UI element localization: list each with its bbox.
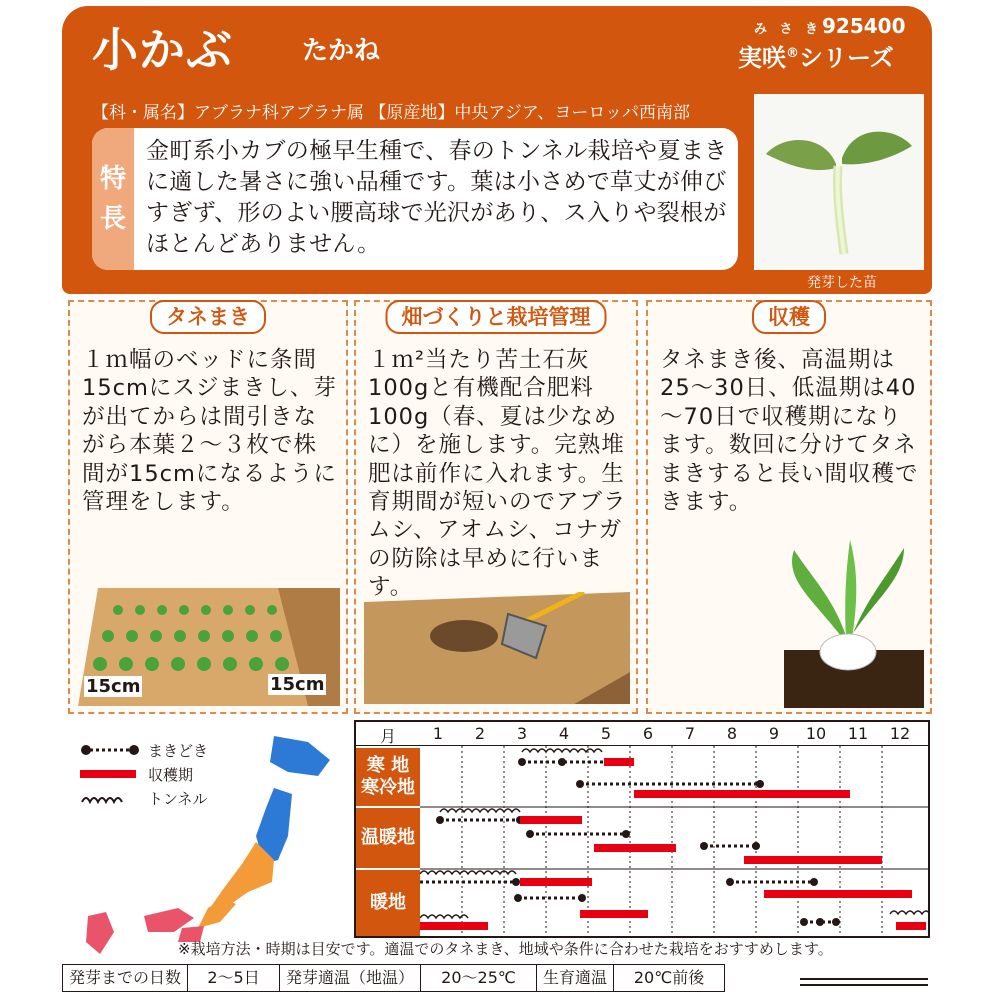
soil-hoe-illustration — [364, 592, 630, 704]
series-ruby: み さ き — [754, 22, 823, 37]
turnip-illustration — [774, 540, 924, 710]
seedling-icon — [754, 94, 924, 270]
series-suffix: シリーズ — [799, 44, 894, 72]
month-label: 月 — [379, 727, 396, 746]
germination-temp-value: 20～25℃ — [421, 965, 537, 991]
sowing-title: タネまき — [150, 300, 266, 334]
growth-temp-label: 生育適温 — [537, 965, 614, 991]
region-warm: 暖地 — [356, 870, 420, 936]
series-name-main: 実咲 — [738, 44, 786, 72]
series-code: 925400 — [822, 14, 906, 38]
month-3: 3 — [516, 724, 528, 743]
features-tag-1: 特 — [99, 164, 126, 194]
region-cold: 寒 地 寒冷地 — [356, 748, 420, 806]
legend-harvest-label: 収穫期 — [148, 765, 194, 784]
calendar-grid — [420, 746, 928, 938]
growth-temp-value: 20℃前後 — [633, 968, 705, 987]
month-7: 7 — [684, 724, 696, 743]
germination-days-value: 2～5日 — [188, 965, 280, 991]
row-spacing-label: 15cm — [86, 676, 141, 697]
header-band — [62, 6, 932, 294]
cultivation-text: １ｍ²当たり苦土石灰100gと有機配合肥料100g（春、夏は少なめに）を施します。完熟堆肥は前作に入れます。生育期間が短いのでアブラムシ、アオムシ、コナガの防除は早めに行います。 — [368, 347, 627, 601]
month-5: 5 — [600, 724, 612, 743]
month-11: 11 — [847, 724, 869, 743]
sowing-panel — [68, 300, 348, 714]
harvest-title: 収穫 — [752, 300, 826, 334]
month-1: 1 — [432, 724, 444, 743]
features-tag-2: 長 — [99, 204, 126, 234]
month-4: 4 — [558, 724, 570, 743]
legend-sowing-label: まきどき — [148, 741, 209, 760]
month-9: 9 — [768, 724, 780, 743]
month-8: 8 — [726, 724, 738, 743]
cultivation-title: 畑づくりと栽培管理 — [386, 300, 607, 334]
harvest-panel — [646, 300, 932, 714]
features-text: 金町系小カブの極早生種で、春のトンネル栽培や夏まきに適した暑さに強い品種です。葉は小さめで草丈が伸びすぎず、形のよい腰高球で光沢があり、ス入りや裂根がほとんどありません。 — [146, 138, 728, 257]
features-box — [92, 128, 738, 270]
japan-map-icon — [78, 732, 348, 958]
cultivation-note: ※栽培方法・時期は目安です。適温でのタネまき、地域や条件に合わせた栽培をおすすめします。 — [178, 940, 833, 958]
legend-tunnel-label: トンネル — [148, 789, 208, 808]
sprout-caption: 発芽した苗 — [807, 275, 877, 291]
field-illustration — [78, 588, 340, 706]
cultivation-calendar — [354, 720, 930, 938]
month-6: 6 — [642, 724, 654, 743]
rule-lines — [800, 978, 928, 986]
variety-name: たかね — [302, 36, 381, 66]
sprout-photo — [754, 94, 924, 270]
harvest-text: タネまき後、高温期は25～30日、低温期は40～70日で収穫期になります。数回に分けてタネまきすると長い間収穫できます。 — [660, 347, 919, 516]
germination-temp-label: 発芽適温（地温） — [280, 965, 421, 991]
month-12: 12 — [889, 724, 911, 743]
japan-map — [78, 732, 348, 958]
cultivation-panel — [354, 300, 638, 714]
germination-table — [62, 964, 725, 992]
taxonomy-origin: 【科・属名】アブラナ科アブラナ属 【原産地】中央アジア、ヨーロッパ西南部 — [92, 103, 691, 123]
region-temperate: 温暖地 — [356, 808, 420, 868]
sowing-text: １ｍ幅のベッドに条間15cmにスジまきし、芽が出てからは間引きながら本葉２～３枚で株間が15cmになるように管理をします。 — [82, 347, 337, 516]
germination-days-label: 発芽までの日数 — [63, 965, 188, 991]
features-tag — [92, 128, 134, 270]
registered-mark: ® — [786, 46, 799, 61]
month-10: 10 — [805, 724, 827, 743]
plant-spacing-label: 15cm — [270, 674, 325, 695]
series-name — [738, 38, 894, 73]
calendar-header — [356, 722, 928, 746]
product-title: 小かぶ — [92, 23, 233, 77]
month-2: 2 — [474, 724, 486, 743]
